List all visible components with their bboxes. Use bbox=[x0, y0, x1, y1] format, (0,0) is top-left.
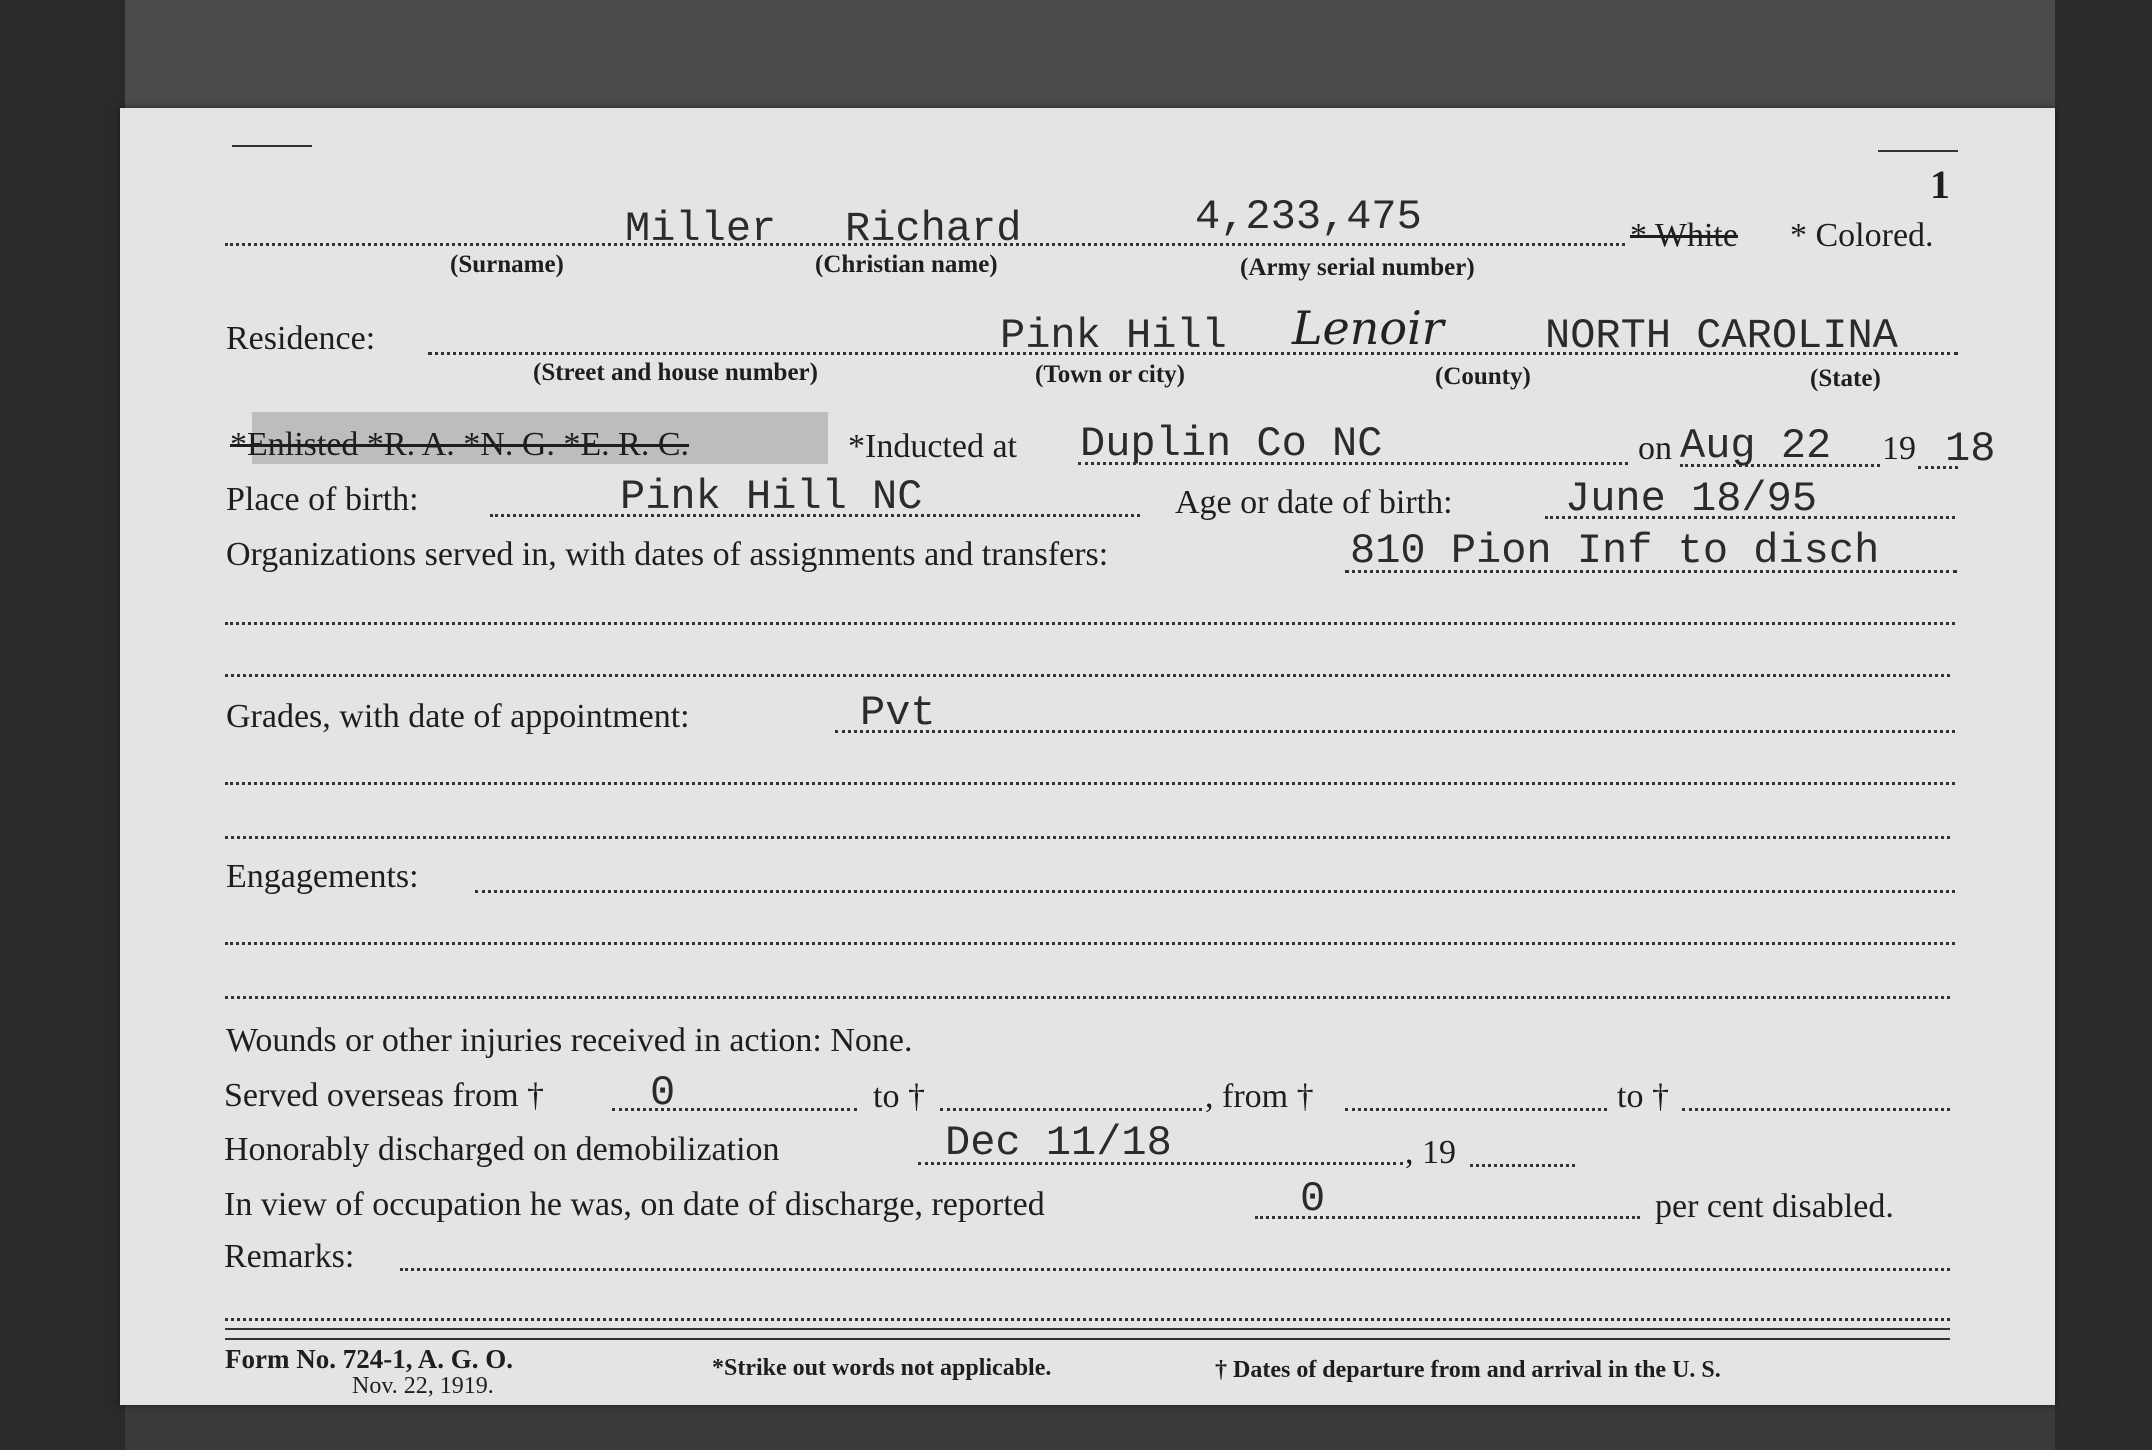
birthplace-value: Pink Hill NC bbox=[620, 473, 923, 521]
enlisted-options: *Enlisted *R. A. *N. G. *E. R. C. bbox=[230, 426, 690, 463]
discharge-date-value: Dec 11/18 bbox=[945, 1119, 1172, 1167]
birth-date-value: June 18/95 bbox=[1565, 475, 1818, 523]
inducted-date-value: Aug 22 bbox=[1680, 422, 1832, 470]
surname-value: Miller bbox=[625, 205, 777, 253]
overseas-to2-label: to † bbox=[1617, 1078, 1669, 1115]
overseas-from2-label: , from † bbox=[1205, 1078, 1314, 1115]
disability-label: In view of occupation he was, on date of discharge, reported bbox=[224, 1186, 1045, 1223]
state-caption: (State) bbox=[1810, 365, 1881, 392]
residence-label: Residence: bbox=[226, 320, 376, 357]
residence-state-value: NORTH CAROLINA bbox=[1545, 312, 1898, 360]
engagements-line-2 bbox=[225, 942, 1955, 945]
inducted-year-prefix: 19 bbox=[1882, 430, 1916, 467]
overseas-to-line bbox=[940, 1108, 1202, 1111]
engagements-line-3 bbox=[225, 996, 1950, 999]
form-date: Nov. 22, 1919. bbox=[352, 1373, 494, 1399]
white-option: * White bbox=[1630, 217, 1738, 254]
wounds-label: Wounds or other injuries received in action: None. bbox=[226, 1022, 913, 1059]
grades-value: Pvt bbox=[860, 689, 936, 737]
serial-number-caption: (Army serial number) bbox=[1240, 254, 1475, 281]
residence-county-value: Lenoir bbox=[1292, 301, 1444, 355]
engagements-line-1 bbox=[475, 890, 1955, 893]
strike-note: *Strike out words not applicable. bbox=[712, 1355, 1052, 1381]
card-number: 1 bbox=[1930, 162, 1950, 207]
overseas-from-value: 0 bbox=[650, 1069, 676, 1117]
disability-suffix: per cent disabled. bbox=[1655, 1188, 1894, 1225]
overseas-from-label: Served overseas from † bbox=[224, 1077, 545, 1114]
organizations-line-3 bbox=[225, 674, 1950, 677]
organizations-label: Organizations served in, with dates of assignments and transfers: bbox=[226, 536, 1109, 573]
overseas-to-label: to † bbox=[873, 1078, 925, 1115]
remarks-label: Remarks: bbox=[224, 1238, 355, 1275]
dates-note: † Dates of departure from and arrival in the U. S. bbox=[1215, 1357, 1721, 1383]
residence-town-value: Pink Hill bbox=[1000, 312, 1227, 360]
top-right-rule bbox=[1878, 150, 1958, 152]
christian-name-caption: (Christian name) bbox=[815, 251, 998, 278]
footer-rule-1 bbox=[225, 1328, 1950, 1330]
remarks-line-1 bbox=[400, 1268, 1950, 1271]
background-top bbox=[125, 0, 2055, 110]
background-left bbox=[0, 0, 125, 1450]
serial-number-value: 4,233,475 bbox=[1195, 193, 1422, 241]
disability-value: 0 bbox=[1300, 1175, 1326, 1223]
top-left-rule bbox=[232, 145, 312, 147]
colored-option: * Colored. bbox=[1790, 217, 1934, 254]
form-number: Form No. 724-1, A. G. O. bbox=[225, 1344, 513, 1374]
birthplace-label: Place of birth: bbox=[226, 481, 419, 518]
grades-line-2 bbox=[225, 782, 1955, 785]
organizations-value: 810 Pion Inf to disch bbox=[1350, 527, 1880, 575]
christian-name-value: Richard bbox=[845, 205, 1022, 253]
inducted-year-value: 18 bbox=[1945, 425, 1996, 473]
remarks-line-2 bbox=[225, 1318, 1950, 1321]
inducted-place-value: Duplin Co NC bbox=[1080, 420, 1383, 468]
town-caption: (Town or city) bbox=[1035, 361, 1185, 388]
grades-line-3 bbox=[225, 836, 1950, 839]
overseas-to2-line bbox=[1682, 1108, 1950, 1111]
discharge-label: Honorably discharged on demobilization bbox=[224, 1131, 780, 1168]
county-caption: (County) bbox=[1435, 363, 1531, 390]
inducted-on-label: on bbox=[1638, 430, 1672, 467]
grades-line-1 bbox=[835, 730, 1955, 733]
footer-rule-2 bbox=[225, 1338, 1950, 1340]
grades-label: Grades, with date of appointment: bbox=[226, 698, 690, 735]
organizations-line-2 bbox=[225, 622, 1955, 625]
surname-caption: (Surname) bbox=[450, 251, 564, 278]
discharge-year-line bbox=[1470, 1164, 1575, 1167]
background-right bbox=[2055, 0, 2152, 1450]
overseas-from2-line bbox=[1345, 1108, 1607, 1111]
street-caption: (Street and house number) bbox=[533, 359, 818, 386]
inducted-label: *Inducted at bbox=[848, 428, 1017, 465]
engagements-label: Engagements: bbox=[226, 858, 419, 895]
overseas-from-line bbox=[612, 1108, 857, 1111]
discharge-year-label: , 19 bbox=[1405, 1134, 1456, 1171]
birth-date-label: Age or date of birth: bbox=[1175, 484, 1453, 521]
